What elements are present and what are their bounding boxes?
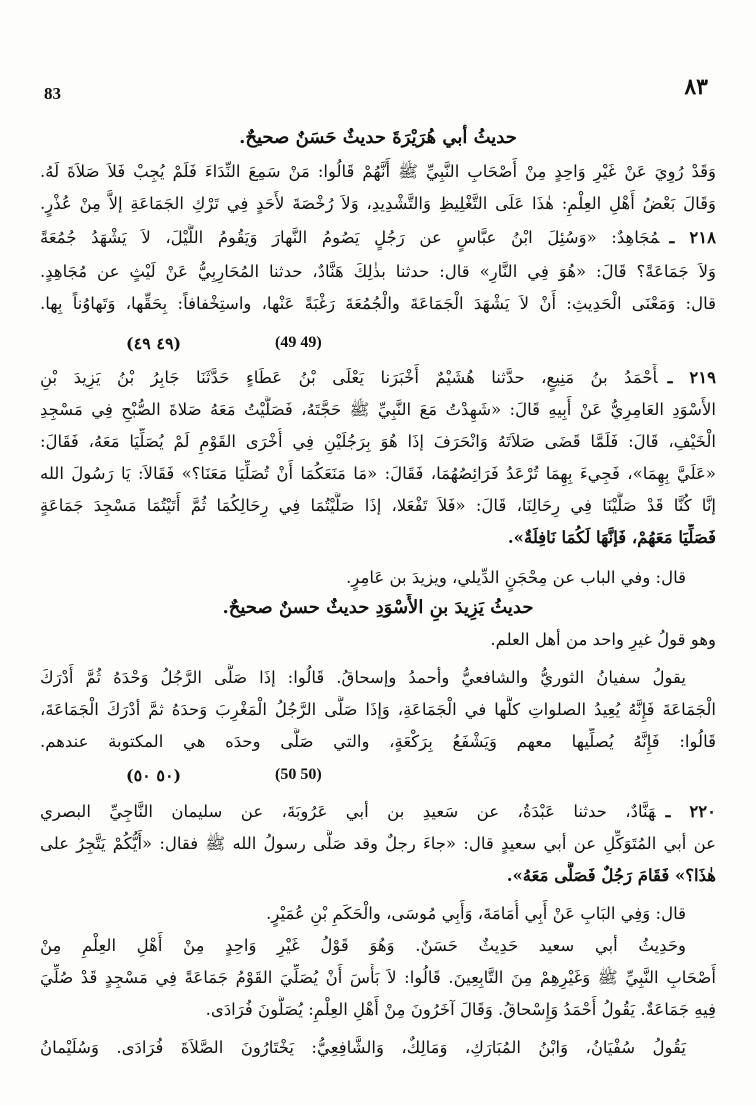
text-line: أَصْحَابِ النَّبِيِّ ﷺ وَغَيْرِهِمْ مِنَ التَّابِعِينَ. قَالُوا: لاَ بَأْسَ أَنْ يُصَلِّيَ القَوْمُ جَمَاعَةً فِي مَسْجِدٍ قَدْ صُلِّيَ	[40, 968, 716, 987]
text-line: وهو قولُ غيرِ واحد من أهل العلم.	[490, 630, 716, 649]
text-line: الْخَيْفِ، قَالَ: فَلَمَّا قَضَى صَلاَتَهُ وَانْحَرَفَ إذَا هُوَ بِرَجُلَيْنِ فِي أُخْرَى القَوْمِ لَمْ يُصَلِّيَا مَعَهُ، فَقَالَ:	[40, 432, 716, 451]
reference-arabic: (٤٩ ٤٩)	[126, 334, 182, 353]
text-line: وَقَالَ بَعْضُ أَهْلِ العِلْمِ: هٰذَا عَلَى التَّغْلِيظِ وَالتَّشْدِيدِ، وَلاَ رُخْصَةَ لأَحَدٍ فِي تَرْكِ الجَمَاعَةِ إلاَّ مِنْ عُذْرٍ.	[40, 194, 716, 213]
reference-latin: (49 49)	[275, 334, 322, 351]
text-line: عن أبي المُتَوَكِّلِ عن أبي سعيدٍ قال: «جاءَ رجلٌ وقد صَلَّى رسولُ الله ﷺ فقال: «أَيُّكُمْ يَتَّجِرُ على	[40, 834, 716, 853]
text-line: ٢١٩ ـأَحْمَدُ بنُ مَنِيعٍ، حدَّثنا هُشَيْمٌ أَخْبَرَنا يَعْلَى بْنُ عَطَاءٍ حَدَّثَنَا جَابِرُ بْنُ يَزِيدَ بْنِ	[40, 368, 716, 387]
text-line: ٢٢٠ ـهَنَّادٌ، حدثنا عَبْدَةُ، عن سَعيدِ بن أبي عَرُوبَةَ، عن سليمان النَّاجِيِّ البصري	[40, 802, 716, 821]
text-line: قال: وفي الباب عن مِحْجَنٍ الدِّيلي، ويزيدَ بن عَامِرٍ.	[346, 568, 686, 587]
text-line: يقولُ سفيانُ الثوريُّ والشافعيُّ وأحمدُ وإسحاقُ. قَالُوا: إذَا صَلَّى الرَّجُلُ وَحْدَهُ ثُمَّ أَدْرَكَ	[40, 668, 686, 687]
page-number-latin: 83	[44, 84, 61, 103]
text-line: فِيهِ جَمَاعَةٌ. يَقُولُ أَحْمَدُ وَإِسْحاقُ. وَقَالَ آخَرُونَ مِنْ أَهْلِ العِلْمِ: يُصَلُّونَ فُرَادَى.	[205, 1000, 716, 1019]
hadith-number: ٢٢٠ ـ	[665, 802, 716, 821]
page-number-arabic: ٨٣	[684, 74, 708, 100]
text-line: يَقُولُ سُفْيَانُ، وَابْنُ المُبَارَكِ، وَمَالِكٌ، وَالشَّافِعِيُّ: يَخْتَارُونَ الصَّلاَةَ فُرَادَى. وَسُلَيْمانُ	[40, 1038, 686, 1057]
text-line: حديثُ أبي هُرَيْرَةَ حديثٌ حَسَنٌ صحيحٌ.	[239, 127, 517, 148]
hadith-number: ٢١٨ ـ	[669, 228, 716, 247]
text-line: وحَدِيثُ أبي سعيد حَدِيثٌ حَسَنٌ. وَهُوَ قَوْلُ غَيْرِ وَاحِدٍ مِنْ أَهْلِ العِلْمِ مِنْ	[40, 936, 686, 955]
text-line: وَقَدْ رُوِيَ عَنْ غَيْرِ وَاحِدٍ مِنْ أَصْحَابِ النَّبِيِّ ﷺ أَنَّهُمْ قَالُوا: مَنْ سَمِعَ النِّدَاءَ فَلَمْ يُجِبْ فَلاَ صَلاَةَ لَهُ.	[40, 162, 716, 181]
text-line: الْجَمَاعَةَ فَإِنَّهُ يُعِيدُ الصلواتِ كلَّها في الْجَمَاعَةِ، وَإذَا صَلَّى الرَّجُلُ الْمَغْرِبَ وَحدَهُ ثمَّ أدْرَكَ الْجَمَاعَةَ،	[40, 700, 716, 719]
reference-latin: (50 50)	[275, 766, 322, 783]
hadith-number: ٢١٩ ـ	[667, 368, 716, 387]
text-line: إنَّا كُنَّا قَدْ صَلَّيْنَا فِي رِحَالِنَا، قَالَ: «فَلاَ تَفْعَلا، إذَا صَلَّيْتُمَا فِي رِحَالِكُمَا ثُمَّ أَتَيْتُمَا مَسْجِدَ جَمَاعَةٍ	[40, 496, 716, 515]
reference-row	[40, 334, 716, 362]
text-line: الأَسْوَدِ العَامِرِيُّ عَنْ أَبِيهِ قَالَ: «شَهِدْتُ مَعَ النَّبِيِّ ﷺ حَجَّتَهُ، فَصَلَّيْتُ مَعَهُ صَلاةَ الصُّبْحِ فِي مَسْجِدِ	[40, 400, 716, 419]
reference-arabic: (٥٠ ٥٠)	[126, 766, 182, 785]
text-line: هٰذَا؟» فَقَامَ رَجُلٌ فَصَلَّى مَعَهُ».	[506, 866, 716, 885]
text-line: قال: وَمَعْنَى الْحَدِيثِ: أَنْ لاَ يَشْهَدَ الْجَمَاعَةَ والْجُمُعَةَ رَغْبَةً عَنْها، واستِخْفافاً: بِحَقِّها، وَتَهاوُناً بِها.	[40, 294, 716, 313]
text-line: وَلاَ جَمَاعَةً؟ قَالَ: «هُوَ فِي النَّارِ» قال: حدثنا بذٰلِكَ هَنَّادٌ، حدثنا المُحَارِبِيُّ عَنْ لَيْثٍ عن مُجَاهِدٍ.	[40, 262, 716, 281]
text-line: «عَلَيَّ بِهِمَا»، فَجِيءَ بِهِمَا تُرْعَدُ فَرَائِصُهُمَا، فَقَالَ: «مَا مَنَعَكُمَا أَنْ تُصَلِّيَا مَعَنَا؟» فَقَالاَ: يَا رَسُولَ الله	[40, 464, 716, 483]
reference-row	[40, 766, 716, 794]
text-line: حديثُ يَزِيدَ بنِ الأَسْوَدِ حديثٌ حسنٌ صحيحٌ.	[222, 597, 534, 618]
text-line: قال: وَفِي البَابِ عَنْ أَبِي أُمَامَةَ، وَأَبِي مُوسَى، والْحَكَمِ بْنِ عُمَيْرٍ.	[266, 904, 686, 923]
text-line: ٢١٨ ـمُجَاهِدٌ: «وَسُئِلَ ابْنُ عبَّاسٍ عن رَجُلٍ يَصُومُ النَّهارَ وَيَقُومُ اللَّيْلَ، لاَ يَشْهَدُ جُمُعَةً	[40, 228, 716, 247]
text-line: قَالُوا: فَإِنَّهُ يُصلِّيها معهم وَيَشْفَعُ بِرَكْعَةٍ، والتي صَلَّى وحدَه هي المكتوبة عندهم.	[40, 732, 716, 751]
text-line: فَصَلِّيَا مَعَهُمْ، فَإنَّهَا لَكُمَا نَافِلَةٌ».	[507, 528, 716, 547]
